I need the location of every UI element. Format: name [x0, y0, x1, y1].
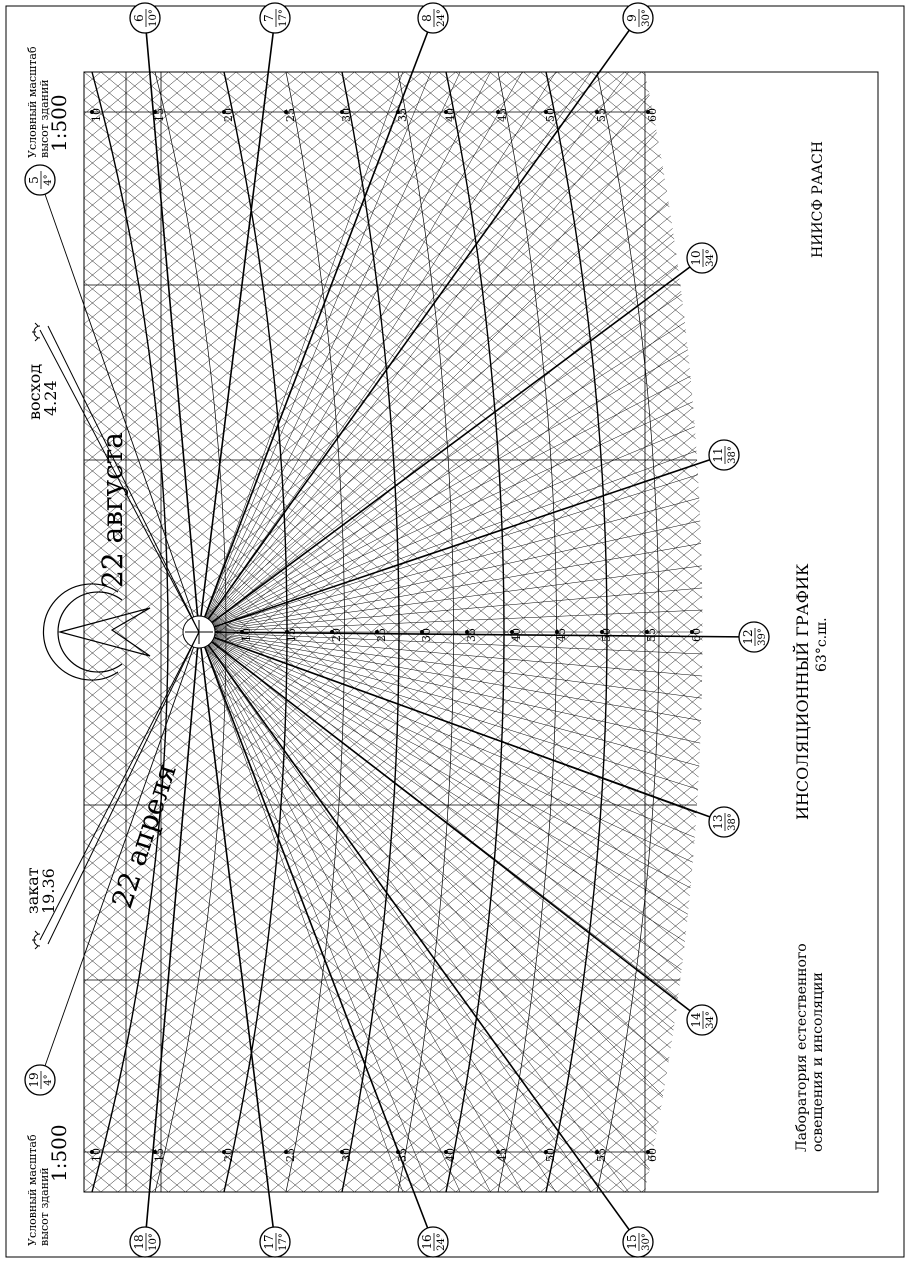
hatch-line: [84, 1010, 760, 1263]
fan-ray: [199, 118, 812, 632]
hatch-line: [84, 0, 760, 534]
height-label: 10: [90, 1148, 103, 1162]
height-label: 40: [444, 1148, 457, 1162]
height-label: 35: [465, 628, 478, 642]
height-arc: [92, 72, 168, 1192]
hatch-line: [84, 786, 760, 1263]
svg-text:1:500: 1:500: [47, 1124, 71, 1182]
hour-number: 12: [741, 629, 755, 645]
hatch-line: [84, 996, 760, 1263]
hatch-line: [84, 0, 760, 464]
hatch-line: [84, 996, 760, 1263]
height-label: 45: [496, 108, 509, 122]
hour-number: 10: [689, 250, 703, 266]
height-dot: [284, 110, 288, 114]
fan-ray: [199, 632, 789, 1172]
hatch-line: [84, 0, 760, 352]
height-dot: [544, 110, 548, 114]
height-label: 10: [90, 108, 103, 122]
height-label: 40: [510, 628, 523, 642]
fan-ray: [199, 632, 568, 1263]
height-dot: [340, 110, 344, 114]
hour-altitude: 4°: [43, 174, 54, 186]
hatch-line: [84, 758, 760, 1263]
height-label: 20: [222, 1148, 235, 1162]
hatch-line: [84, 786, 760, 1263]
height-label: 55: [645, 628, 658, 642]
hatch-line: [84, 0, 760, 268]
height-label: 20: [330, 628, 343, 642]
height-dot: [396, 1150, 400, 1154]
height-dot: [240, 630, 244, 634]
hatch-line: [84, 0, 760, 464]
svg-text:высот зданий: высот зданий: [38, 79, 51, 158]
height-label: 35: [396, 108, 409, 122]
hatch-line: [84, 870, 760, 1263]
hatch-line: [84, 0, 760, 212]
hatch-line: [84, 0, 760, 268]
fan-ray: [199, 632, 812, 1146]
svg-text:4.24: 4.24: [41, 380, 60, 416]
height-label: 60: [690, 628, 703, 642]
hatch-line: [84, 0, 760, 506]
hatch-line: [84, 954, 760, 1263]
hour-number: 9: [625, 14, 639, 22]
hatch-line: [84, 898, 760, 1263]
hour-marker-19: [25, 632, 199, 1095]
hour-altitude: 30°: [641, 9, 652, 27]
height-dot: [555, 630, 559, 634]
hatch-line: [84, 870, 760, 1263]
svg-text:63°с.ш.: 63°с.ш.: [814, 617, 830, 672]
org-label: [810, 141, 826, 258]
height-dot: [690, 630, 694, 634]
hatch-line: [84, 800, 760, 1263]
height-label: 50: [544, 1148, 557, 1162]
hatch-line: [84, 0, 760, 366]
hatch-line: [84, 0, 760, 282]
height-label: 50: [544, 108, 557, 122]
hatch-line: [84, 0, 760, 2]
height-dot: [444, 110, 448, 114]
height-dot: [646, 110, 650, 114]
height-label: 10: [240, 628, 253, 642]
height-dot: [444, 1150, 448, 1154]
height-label: 45: [555, 628, 568, 642]
height-dot: [90, 1150, 94, 1154]
height-label: 40: [444, 108, 457, 122]
height-label: 55: [595, 1148, 608, 1162]
date-lower-label: [105, 759, 183, 912]
height-label: 20: [222, 108, 235, 122]
hatch-line: [84, 0, 760, 198]
hatch-line: [84, 0, 760, 2]
height-label: 30: [340, 108, 353, 122]
hatch-line: [84, 1010, 760, 1263]
height-dot: [595, 110, 599, 114]
height-dot: [222, 1150, 226, 1154]
fan-ray: [199, 632, 874, 1062]
hatch-line: [84, 0, 760, 436]
sunrise-label: [25, 364, 60, 420]
fan-ray: [199, 632, 599, 1263]
date-upper-label: [96, 432, 129, 588]
hatch-line: [84, 744, 760, 1263]
height-label: 50: [600, 628, 613, 642]
hatch-line: [84, 0, 760, 394]
svg-text:закат: закат: [23, 867, 42, 914]
height-dot: [595, 1150, 599, 1154]
height-label: 30: [340, 1148, 353, 1162]
height-label: 60: [646, 108, 659, 122]
height-label: 55: [595, 108, 608, 122]
svg-text:высот зданий: высот зданий: [38, 1167, 51, 1246]
hatch-line: [84, 814, 760, 1263]
hatch-line: [84, 0, 760, 534]
hatch-line: [84, 856, 760, 1263]
svg-text:ИНСОЛЯЦИОННЫЙ ГРАФИК: ИНСОЛЯЦИОННЫЙ ГРАФИК: [793, 563, 812, 820]
hatch-line: [84, 0, 760, 296]
hour-number: 18: [132, 1234, 146, 1250]
hour-altitude: 17°: [278, 1233, 289, 1251]
latitude-label: [814, 617, 830, 672]
hatch-line: [84, 0, 760, 338]
svg-text:1:500: 1:500: [47, 94, 71, 152]
height-dot: [420, 630, 424, 634]
height-dot: [510, 630, 514, 634]
hour-number: 11: [711, 447, 725, 463]
height-label: 15: [153, 108, 166, 122]
hour-number: 8: [420, 14, 434, 22]
hatch-line: [84, 0, 760, 366]
hour-number: 15: [625, 1234, 639, 1250]
hour-number: 6: [132, 14, 146, 22]
height-label: 15: [153, 1148, 166, 1162]
hatch-line: [84, 0, 760, 520]
hatch-line: [84, 0, 760, 352]
hour-altitude: 24°: [436, 1233, 447, 1251]
hatch-line: [84, 0, 760, 212]
hour-altitude: 34°: [705, 249, 716, 267]
hatch-line: [84, 0, 760, 296]
svg-text:НИИСФ РААСН: НИИСФ РААСН: [810, 141, 826, 258]
height-dot: [465, 630, 469, 634]
hatch-line: [84, 0, 760, 450]
fan-ray: [199, 632, 537, 1263]
height-dot: [544, 1150, 548, 1154]
hour-altitude: 17°: [278, 9, 289, 27]
height-dot: [645, 630, 649, 634]
fan-ray: [199, 202, 874, 632]
height-dot: [153, 110, 157, 114]
svg-text:22 августа: 22 августа: [96, 432, 129, 588]
hour-number: 13: [711, 814, 725, 830]
fan-ray: [199, 92, 789, 632]
height-dot: [396, 110, 400, 114]
height-label: 60: [646, 1148, 659, 1162]
hatch-line: [84, 0, 760, 394]
height-dot: [375, 630, 379, 634]
height-label: 30: [420, 628, 433, 642]
hatch-line: [84, 856, 760, 1263]
svg-text:освещения и инсоляции: освещения и инсоляции: [810, 972, 826, 1152]
hatch-line: [84, 0, 760, 450]
hatch-line: [84, 814, 760, 1263]
hour-marker-11: [199, 440, 739, 632]
chart-title: [792, 563, 812, 820]
height-dot: [153, 1150, 157, 1154]
hatch-line: [84, 898, 760, 1263]
hatch-line: [84, 0, 760, 338]
height-dot: [330, 630, 334, 634]
height-label: 25: [284, 108, 297, 122]
hatch-line: [84, 828, 760, 1263]
fan-ray: [199, 0, 537, 632]
sunrise-sun-icon: [32, 323, 40, 341]
hatch-line: [84, 0, 760, 520]
hatch-line: [84, 0, 760, 380]
height-dot: [600, 630, 604, 634]
height-label: 35: [396, 1148, 409, 1162]
height-dot: [496, 1150, 500, 1154]
svg-text:Условный масштаб: Условный масштаб: [26, 1134, 39, 1246]
height-label: 45: [496, 1148, 509, 1162]
svg-text:Лаборатория естественного: Лаборатория естественного: [794, 943, 810, 1152]
height-dot: [285, 630, 289, 634]
height-dot: [222, 110, 226, 114]
hatch-line: [84, 912, 760, 1263]
hatch-line: [84, 730, 760, 1263]
hatch-line: [84, 968, 760, 1263]
hour-number: 16: [420, 1234, 434, 1250]
height-label: 25: [284, 1148, 297, 1162]
hatch-line: [84, 968, 760, 1263]
scale-top-value: [47, 94, 71, 152]
hatch-line: [84, 758, 760, 1263]
scale-bottom-value: [47, 1124, 71, 1182]
hour-altitude: 10°: [148, 9, 159, 27]
hatch-line: [84, 912, 760, 1263]
hatch-line: [84, 0, 760, 198]
height-label: 25: [375, 628, 388, 642]
hour-altitude: 4°: [43, 1074, 54, 1086]
hour-marker-7: [199, 3, 290, 632]
hour-number: 19: [27, 1072, 41, 1088]
height-label: 15: [285, 628, 298, 642]
hour-altitude: 38°: [727, 813, 738, 831]
hour-altitude: 39°: [757, 628, 768, 646]
hour-altitude: 34°: [705, 1011, 716, 1029]
hatch-line: [84, 0, 760, 254]
hatch-line: [84, 0, 760, 506]
sunset-label: [23, 867, 58, 914]
hour-altitude: 30°: [641, 1233, 652, 1251]
compass-icon: [43, 584, 150, 680]
hatch-line: [84, 0, 760, 380]
svg-text:19.36: 19.36: [39, 868, 58, 914]
hour-number: 14: [689, 1012, 703, 1028]
hatch-line: [84, 800, 760, 1263]
height-dot: [284, 1150, 288, 1154]
lab-label: [794, 943, 826, 1152]
hour-altitude: 38°: [727, 446, 738, 464]
hatch-line: [84, 0, 760, 282]
height-dot: [496, 110, 500, 114]
height-dot: [90, 110, 94, 114]
hatch-line: [84, 954, 760, 1263]
hour-altitude: 10°: [148, 1233, 159, 1251]
svg-text:22 апреля: 22 апреля: [105, 759, 183, 913]
hatch-line: [84, 744, 760, 1263]
hatch-line: [84, 0, 760, 436]
hatch-line: [84, 828, 760, 1263]
svg-text:восход: восход: [25, 363, 44, 420]
height-dot: [646, 1150, 650, 1154]
sunset-sun-icon: [32, 931, 40, 949]
hatch-line: [84, 730, 760, 1263]
height-dot: [340, 1150, 344, 1154]
hour-number: 7: [262, 14, 276, 22]
hatch-line: [84, 0, 760, 254]
hour-number: 5: [27, 176, 41, 184]
svg-text:Условный масштаб: Условный масштаб: [26, 46, 39, 158]
hour-number: 17: [262, 1234, 276, 1250]
hour-marker-17: [199, 632, 290, 1257]
hour-altitude: 24°: [436, 9, 447, 27]
